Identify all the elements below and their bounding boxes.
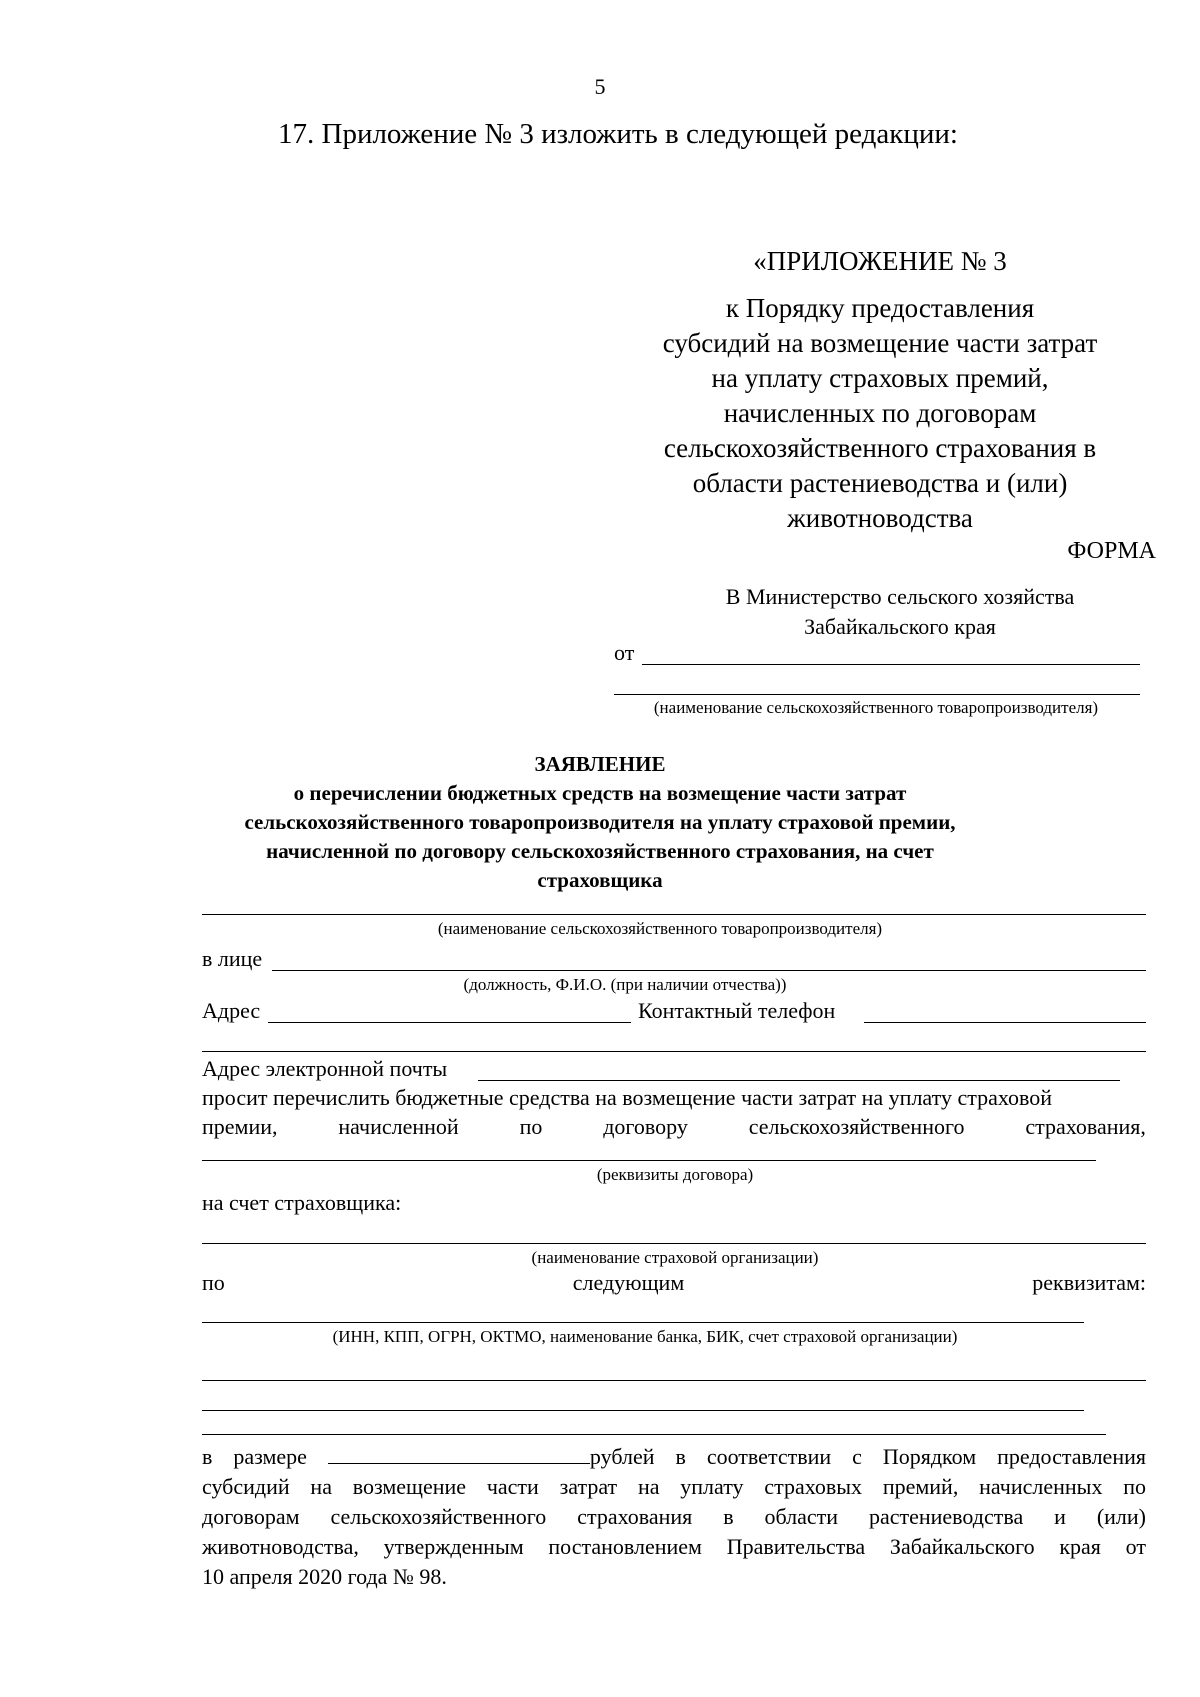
details-row [202, 1270, 1146, 1296]
details-field-line-4[interactable] [202, 1434, 1106, 1435]
contract-field-line[interactable] [202, 1160, 1096, 1161]
closing-line-1-text: рублей в соответствии с Порядком предоставления [589, 1444, 1146, 1469]
request-word: страхования, [1025, 1114, 1146, 1139]
closing-line-2: субсидий на возмещение части затрат на уплату страховых премий, начисленных по [202, 1474, 1146, 1499]
address-label: Адрес [202, 998, 261, 1023]
request-word: договору [603, 1114, 688, 1139]
recipient-block [660, 582, 1140, 642]
statement-heading: ЗАЯВЛЕНИЕ [534, 752, 666, 776]
request-word: начисленной [338, 1114, 459, 1139]
closing-line-3: договорам сельскохозяйственного страхования в области растениеводства и (или) [202, 1504, 1146, 1529]
request-word: премии, [202, 1114, 278, 1139]
producer-name-line[interactable] [202, 914, 1146, 915]
phone-label: Контактный телефон [638, 998, 836, 1023]
amount-label: в размере [202, 1444, 307, 1469]
details-caption: (ИНН, КПП, ОГРН, ОКТМО, наименование банка, БИК, счет страховой организации) [332, 1327, 958, 1346]
address-field-line[interactable] [268, 1022, 631, 1023]
recipient-line: Забайкальского края [804, 614, 996, 639]
insurer-account-label: на счет страховщика: [202, 1190, 402, 1215]
annex-line: к Порядку предоставления [725, 293, 1035, 323]
request-word: сельскохозяйственного [748, 1114, 965, 1139]
annex-line: области растениеводства и (или) [692, 468, 1068, 498]
email-field-line[interactable] [478, 1080, 1120, 1081]
insurer-field-line[interactable] [202, 1243, 1146, 1244]
request-word: по [519, 1114, 543, 1139]
statement-subtitle-line: начисленной по договору сельскохозяйственного страхования, на счет [266, 839, 934, 863]
person-label: в лице [202, 946, 263, 971]
closing-line-5: 10 апреля 2020 года № 98. [202, 1564, 447, 1589]
from-label: от [614, 640, 635, 665]
from-field-line-2[interactable] [614, 694, 1140, 695]
statement-subtitle-line: сельскохозяйственного товаропроизводителя на уплату страховой премии, [244, 810, 956, 834]
producer-caption: (наименование сельскохозяйственного товаропроизводителя) [653, 698, 1099, 717]
contract-caption: (реквизиты договора) [596, 1165, 754, 1184]
statement-subtitle-line: о перечислении бюджетных средств на возмещение части затрат [293, 781, 907, 805]
from-field-line[interactable] [642, 664, 1140, 665]
annex-line: субсидий на возмещение части затрат [662, 328, 1098, 358]
details-word: по [202, 1270, 225, 1295]
recipient-line: В Министерство сельского хозяйства [725, 584, 1075, 609]
request-line [202, 1085, 1146, 1111]
phone-field-line[interactable] [864, 1022, 1146, 1023]
request-line-2 [202, 1114, 1146, 1140]
item-heading: 17. Приложение № 3 изложить в следующей редакции: [278, 118, 958, 150]
annex-header [600, 244, 1160, 536]
closing-paragraph [202, 1441, 1146, 1592]
closing-line-4: животноводства, утвержденным постановлением Правительства Забайкальского края от [202, 1534, 1146, 1559]
annex-line: животноводства [787, 503, 973, 533]
closing-line-1 [202, 1441, 1146, 1472]
person-field-line[interactable] [272, 970, 1146, 971]
details-word: реквизитам: [1032, 1270, 1146, 1295]
annex-line: начисленных по договорам [723, 398, 1037, 428]
insurer-caption: (наименование страховой организации) [531, 1248, 819, 1267]
request-text: просит перечислить бюджетные средства на возмещение части затрат на уплату страховой [202, 1085, 1053, 1110]
producer-name-caption: (наименование сельскохозяйственного товаропроизводителя) [437, 919, 883, 938]
annex-line: сельскохозяйственного страхования в [663, 433, 1097, 463]
amount-field[interactable] [328, 1441, 590, 1464]
person-caption: (должность, Ф.И.О. (при наличии отчества)) [463, 975, 787, 994]
extra-line[interactable] [202, 1051, 1146, 1052]
details-field-line[interactable] [202, 1322, 1084, 1323]
details-word: следующим [572, 1270, 685, 1295]
details-field-line-2[interactable] [202, 1380, 1146, 1381]
email-label: Адрес электронной почты [202, 1056, 448, 1081]
details-field-line-3[interactable] [202, 1410, 1084, 1411]
statement-title [0, 750, 1200, 895]
page-number: 5 [594, 74, 606, 99]
annex-title: «ПРИЛОЖЕНИЕ № 3 [753, 246, 1007, 276]
form-label: ФОРМА [1067, 538, 1156, 564]
statement-subtitle-line: страховщика [537, 868, 663, 892]
annex-line: на уплату страховых премий, [711, 363, 1049, 393]
